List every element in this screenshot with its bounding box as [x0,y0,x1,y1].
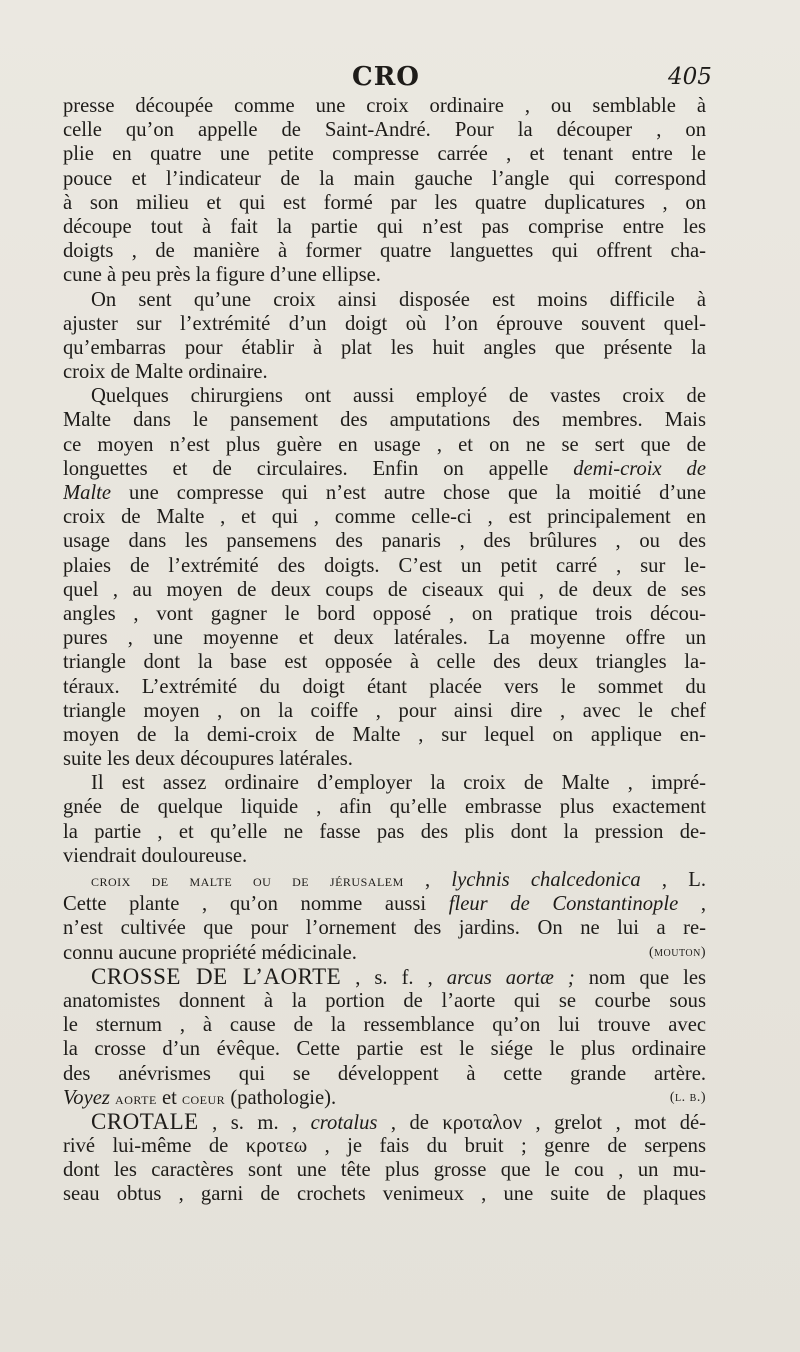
text-run: , [403,869,452,891]
line-content [63,941,357,965]
text-line [63,1158,706,1182]
text-run: longuettes et de circulaires. Enfin on appelle [63,457,574,480]
text-run: presse découpée comme une croix ordinaire , ou semblable à [63,95,706,117]
text-run: n’est cultivée que pour l’ornement des jardins. On ne lui a re- [63,917,706,940]
text-line [63,892,706,916]
text-run: des anévrismes qui se développent à cette grande artère. [63,1062,706,1085]
text-run: cune à peu près la figure d’une ellipse. [63,264,381,287]
text-run: Malte dans le pansement des amputations des membres. Mais [63,409,706,432]
text-line [63,675,706,699]
page-number: 405 [668,64,712,90]
text-line [63,916,706,940]
text-line [63,312,706,336]
text-line [63,1062,706,1086]
text-run: CROTALE [91,1109,199,1134]
text-run: rivé lui-même de κροτεω , je fais du bruit ; genre de serpens [63,1135,706,1158]
text-line [63,795,706,819]
text-line [63,965,706,989]
text-run: , s. f. , [341,966,447,989]
text-run: téraux. L’extrémité du doigt étant placée vers le sommet du [63,675,706,698]
text-line [63,868,706,892]
text-line [63,1182,706,1206]
text-run: arcus aortæ ; [446,966,575,989]
text-line [63,989,706,1013]
text-run: CROSSE DE L’AORTE [91,964,342,989]
text-line [63,336,706,360]
author-signature: (mouton) [648,944,706,960]
text-line [63,650,706,674]
text-run: , s. m. , [198,1111,311,1134]
text-run: croix de malte ou de jérusalem [91,871,404,890]
text-line [63,263,706,287]
text-run: Cette plante , qu’on nomme aussi [63,893,449,916]
text-run: pouce et l’indicateur de la main gauche l’angle qui correspond [63,167,706,190]
text-run: moyen de la demi-croix de Malte , sur lequel on applique en- [63,723,706,746]
text-line [63,747,706,771]
text-line [63,941,706,965]
text-run: à son milieu et qui est formé par les quatre duplicatures , on [63,191,706,214]
text-run: quel , au moyen de deux coups de ciseaux qui , de deux de ses [63,578,706,601]
text-line [63,723,706,747]
text-run: viendrait douloureuse. [63,844,248,867]
text-line [63,844,706,868]
text-run: découpe tout à fait la partie qui n’est pas comprise entre les [63,215,706,238]
text-run: crotalus [310,1111,378,1134]
text-run: Voyez [63,1086,110,1109]
header-word: CRO [352,62,420,92]
text-line [63,626,706,650]
text-run: doigts , de manière à former quatre languettes qui offrent cha- [63,240,706,263]
text-run: , de κροταλον , grelot , mot dé- [377,1111,706,1134]
text-line [63,820,706,844]
text-run: nom que les [574,966,706,989]
text-line [63,142,706,166]
text-run: et [156,1086,182,1109]
text-run: la crosse d’un évêque. Cette partie est le siége le plus ordinaire [63,1038,706,1061]
text-run: seau obtus , garni de crochets venimeux , une suite de plaques [63,1183,706,1206]
text-run: gnée de quelque liquide , afin qu’elle embrasse plus exactement [63,796,706,819]
text-run: plie en quatre une petite compresse carrée , et tenant entre le [63,143,706,166]
text-line [63,191,706,215]
text-line [63,1013,706,1037]
text-run: (pathologie). [225,1086,337,1109]
text-line [63,578,706,602]
text-line [63,529,706,553]
text-run: celle qu’on appelle de Saint-André. Pour la découper , on [63,119,706,142]
text-line [63,239,706,263]
text-line [63,408,706,432]
text-run: croix de Malte ordinaire. [63,361,268,384]
text-line [63,384,706,408]
text-run: , [678,893,706,916]
text-line [63,433,706,457]
text-run: une compresse qui n’est autre chose que la moitié d’une [111,482,706,504]
text-run: connu aucune propriété médicinale. [63,941,357,964]
text-line [63,481,706,505]
text-run: usage dans les pansemens des panaris , des brûlures , ou des [63,530,706,553]
author-signature: (l. b.) [669,1089,706,1105]
text-run: On sent qu’une croix ainsi disposée est moins difficile à [91,288,706,311]
text-run: Malte [63,482,112,504]
text-run: , L. [640,869,706,891]
text-line [63,1086,706,1110]
line-content [63,1086,336,1110]
text-line [63,118,706,142]
text-line [63,602,706,626]
text-line [63,167,706,191]
text-run: angles , vont gagner le bord opposé , on pratique trois décou- [63,602,706,625]
text-run: suite les deux découpures latérales. [63,748,353,771]
text-line [63,360,706,384]
text-run: fleur de Constantinople [448,893,679,916]
text-run: Quelques chirurgiens ont aussi employé de vastes croix de [91,385,706,408]
text-run: qu’embarras pour établir à plat les huit angles que présente la [63,336,706,359]
text-line [63,288,706,312]
text-run: le sternum , à cause de la ressemblance qu’on lui trouve avec [63,1014,706,1037]
text-run: coeur [182,1088,226,1108]
running-header [0,58,800,98]
text-line [63,1110,706,1134]
text-run: dont les caractères sont une tête plus grosse que le cou , un mu- [63,1159,706,1182]
text-run: anatomistes donnent à la portion de l’aorte qui se courbe sous [63,989,706,1012]
text-run: aorte [115,1088,157,1108]
text-run: lychnis chalcedonica [451,869,641,891]
text-run: ajuster sur l’extrémité d’un doigt où l’on éprouve souvent quel- [63,312,706,335]
text-line [63,1037,706,1061]
text-run: ce moyen n’est plus guère en usage , et on ne se sert que de [63,433,706,456]
text-run: la partie , et qu’elle ne fasse pas des plis dont la pression de- [63,820,706,843]
text-line [63,457,706,481]
text-line [63,699,706,723]
text-run: pures , une moyenne et deux latérales. La moyenne offre un [63,627,706,650]
text-run: triangle dont la base est opposée à celle des deux triangles la- [63,651,706,674]
text-run: Il est assez ordinaire d’employer la croix de Malte , impré- [91,772,706,795]
text-line [63,94,706,118]
text-line [63,771,706,795]
text-run: demi-croix de [573,457,706,480]
text-line [63,1134,706,1158]
text-run: triangle moyen , on la coiffe , pour ainsi dire , avec le chef [63,699,706,722]
page-body-text [63,94,706,1207]
text-line [63,554,706,578]
text-run: croix de Malte , et qui , comme celle-ci , est principalement en [63,506,706,529]
text-run: plaies de l’extrémité des doigts. C’est un petit carré , sur le- [63,554,706,577]
text-line [63,215,706,239]
text-line [63,505,706,529]
